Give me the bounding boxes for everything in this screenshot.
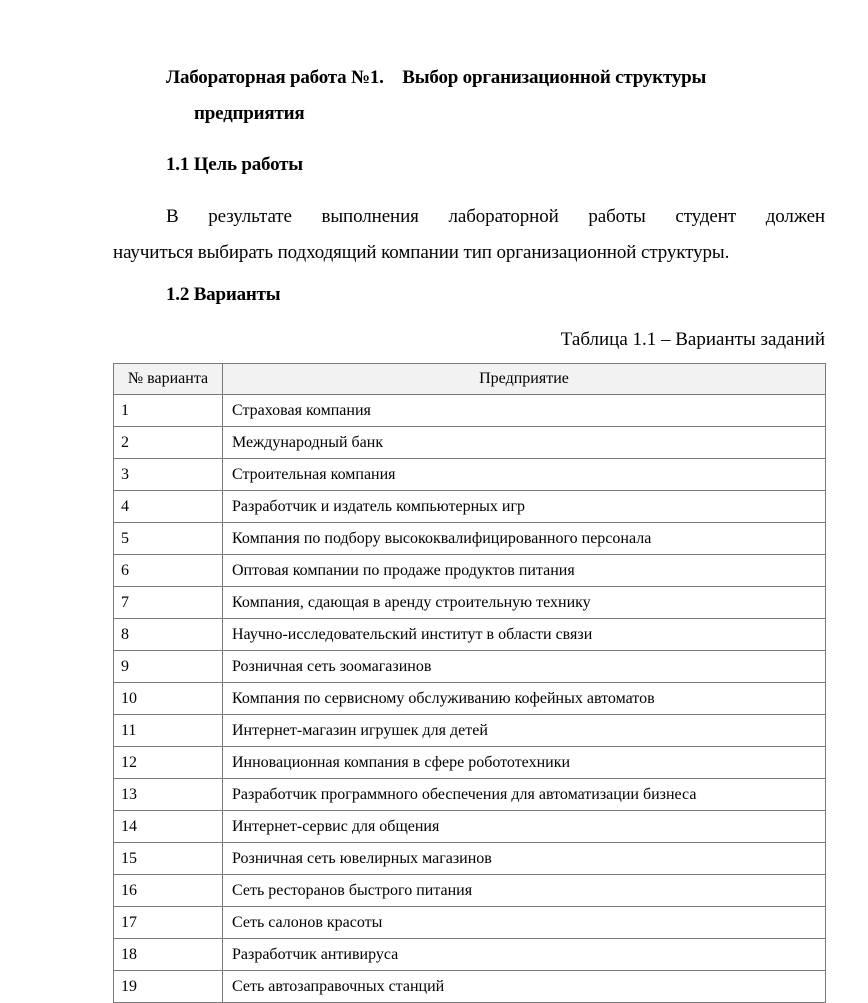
goal-paragraph — [113, 199, 825, 271]
table-row — [114, 523, 826, 555]
variant-number-cell: 1 — [114, 395, 223, 427]
variant-number-cell: 8 — [114, 619, 223, 651]
enterprise-cell: Разработчик и издатель компьютерных игр — [223, 491, 826, 523]
enterprise-cell: Компания, сдающая в аренду строительную технику — [223, 587, 826, 619]
variant-number-cell: 16 — [114, 875, 223, 907]
enterprise-cell: Интернет-сервис для общения — [223, 811, 826, 843]
enterprise-cell: Международный банк — [223, 427, 826, 459]
enterprise-cell: Строительная компания — [223, 459, 826, 491]
goal-paragraph-line-2: научиться выбирать подходящий компании тип организационной структуры. — [113, 242, 730, 263]
variant-number-cell: 12 — [114, 747, 223, 779]
goal-paragraph-line-1: В результате выполнения лабораторной работы студент должен — [166, 206, 825, 227]
enterprise-cell: Розничная сеть зоомагазинов — [223, 651, 826, 683]
variant-number-cell: 10 — [114, 683, 223, 715]
table-row — [114, 875, 826, 907]
variant-number-cell: 17 — [114, 907, 223, 939]
table-row — [114, 683, 826, 715]
table-row — [114, 459, 826, 491]
table-row — [114, 779, 826, 811]
enterprise-cell: Разработчик программного обеспечения для автоматизации бизнеса — [223, 779, 826, 811]
lab-title-continuation: предприятия — [194, 103, 305, 124]
variant-number-cell: 13 — [114, 779, 223, 811]
column-header-variant-number: № варианта — [114, 364, 223, 395]
lab-title-number: Лабораторная работа №1. — [166, 67, 384, 88]
table-row — [114, 907, 826, 939]
enterprise-cell: Сеть ресторанов быстрого питания — [223, 875, 826, 907]
table-row — [114, 619, 826, 651]
table-row — [114, 587, 826, 619]
variant-number-cell: 6 — [114, 555, 223, 587]
variant-number-cell: 9 — [114, 651, 223, 683]
variant-number-cell: 4 — [114, 491, 223, 523]
lab-title-subject: Выбор организационной структуры — [402, 67, 707, 88]
table-row — [114, 651, 826, 683]
variant-number-cell: 2 — [114, 427, 223, 459]
variants-table-body — [114, 395, 826, 1003]
enterprise-cell: Страховая компания — [223, 395, 826, 427]
lab-title — [166, 60, 806, 132]
enterprise-cell: Оптовая компании по продаже продуктов питания — [223, 555, 826, 587]
variant-number-cell: 3 — [114, 459, 223, 491]
variant-number-cell: 19 — [114, 971, 223, 1003]
variants-table — [113, 363, 826, 1003]
table-row — [114, 395, 826, 427]
enterprise-cell: Интернет-магазин игрушек для детей — [223, 715, 826, 747]
enterprise-cell: Сеть автозаправочных станций — [223, 971, 826, 1003]
table-row — [114, 555, 826, 587]
table-row — [114, 971, 826, 1003]
table-row — [114, 811, 826, 843]
enterprise-cell: Розничная сеть ювелирных магазинов — [223, 843, 826, 875]
table-header-row — [114, 364, 826, 395]
table-row — [114, 843, 826, 875]
variant-number-cell: 5 — [114, 523, 223, 555]
enterprise-cell: Сеть салонов красоты — [223, 907, 826, 939]
enterprise-cell: Научно-исследовательский институт в области связи — [223, 619, 826, 651]
variant-number-cell: 18 — [114, 939, 223, 971]
variant-number-cell: 15 — [114, 843, 223, 875]
variant-number-cell: 11 — [114, 715, 223, 747]
table-row — [114, 747, 826, 779]
table-row — [114, 939, 826, 971]
enterprise-cell: Компания по сервисному обслуживанию кофейных автоматов — [223, 683, 826, 715]
table-row — [114, 491, 826, 523]
table-row — [114, 715, 826, 747]
section-heading-goal: 1.1 Цель работы — [166, 154, 303, 175]
variant-number-cell: 14 — [114, 811, 223, 843]
table-row — [114, 427, 826, 459]
enterprise-cell: Разработчик антивируса — [223, 939, 826, 971]
section-heading-variants: 1.2 Варианты — [166, 284, 281, 305]
column-header-enterprise: Предприятие — [223, 364, 826, 395]
enterprise-cell: Инновационная компания в сфере робототехники — [223, 747, 826, 779]
variant-number-cell: 7 — [114, 587, 223, 619]
table-caption: Таблица 1.1 – Варианты заданий — [560, 329, 825, 350]
enterprise-cell: Компания по подбору высококвалифицированного персонала — [223, 523, 826, 555]
